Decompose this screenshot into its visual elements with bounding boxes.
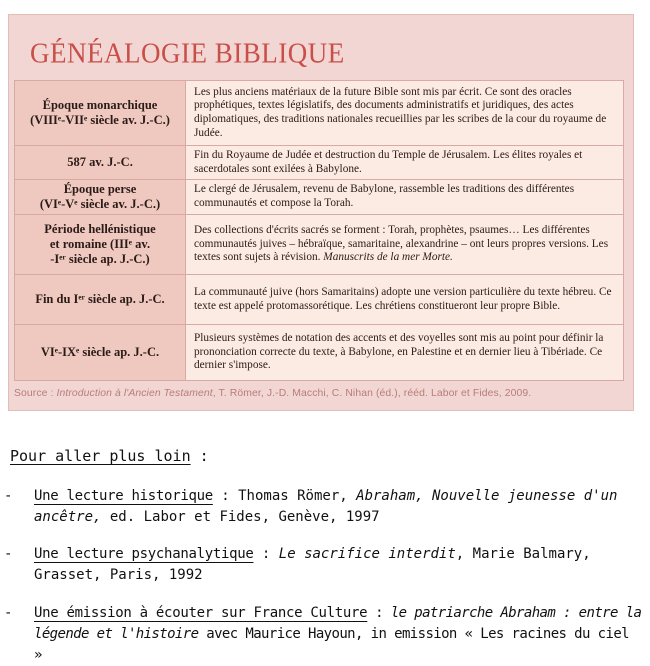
table-row [15,215,624,275]
genealogy-table [14,80,624,381]
heading-text: Pour aller plus loin [10,447,191,465]
description-cell: Plusieurs systèmes de notation des accents et des voyelles sont mis au point pour définir la prononciation correcte du texte, à Babylone, en Palestine et en dernier lieu à Tibériade. Ce dernier s'impose. [186,325,624,381]
era-line: et romaine (IIIᵉ av. [49,237,151,251]
source-rest: , T. Römer, J.-D. Macchi, C. Nihan (éd.), rééd. Labor et Fides, 2009. [212,388,532,399]
list-item-body [34,486,644,528]
item-label: Une lecture psychanalytique [34,546,254,562]
description-cell: Les plus anciens matériaux de la future Bible sont mis par écrit. Ce sont des oracles prophétiques, textes législatifs, des documents administratifs et juridiques, des actes diplomatiques, des traditions nationales recueillies par les scribes de la cour du royaume de Judée. [186,81,624,146]
table-row [15,180,624,215]
list-dash: - [4,488,13,504]
era-line: Fin du Iᵉʳ siècle ap. J.-C. [35,292,165,306]
heading-suffix: : [190,447,209,465]
item-label: Une émission à écouter sur France Culture [34,605,368,621]
item-details: avec Maurice Hayoun, in emission « Les racines du ciel » [34,626,629,663]
era-line: Époque monarchique [42,98,158,112]
era-cell [15,215,186,275]
item-details: , Marie Balmary, Grasset, Paris, 1992 [34,546,591,583]
list-item [4,544,644,586]
item-title: Le sacrifice interdit [278,546,456,562]
list-item [4,486,644,528]
source-prefix: Source : [14,388,57,399]
table-row [15,275,624,325]
description-cell: Fin du Royaume de Judée et destruction du Temple de Jérusalem. Les élites royales et sacerdotales sont exilées à Babylone. [186,146,624,180]
item-separator: : Thomas Römer, [212,488,357,504]
source-citation [14,388,624,399]
item-title: Abraham, Nouvelle jeunesse d'un ancêtre, [34,488,618,525]
era-cell [15,275,186,325]
list-item-body [34,544,644,586]
era-cell [15,180,186,215]
table-row [15,325,624,381]
era-line: VIᵉ-IXᵉ siècle ap. J.-C. [40,345,160,359]
era-cell [15,325,186,381]
table-row [15,81,624,146]
era-line: Période hellénistique [44,222,156,236]
era-cell [15,81,186,146]
description-text: Des collections d'écrits sacrés se forment : Torah, prophètes, psaumes… Les différentes communautés juives – hébraïque, samaritaine, alexandrine – ont leurs propres versions. Les textes sont sujets à révision. [194,223,609,264]
description-italic: Manuscrits de la mer Morte. [323,251,453,264]
further-reading-heading [10,447,209,465]
list-dash: - [4,546,13,562]
list-item-body [34,603,644,666]
era-line: 587 av. J.-C. [67,155,133,169]
item-title: le patriarche Abraham : entre la légende et l'histoire [34,605,642,642]
item-details: ed. Labor et Fides, Genève, 1997 [101,509,380,525]
item-label: Une lecture historique [34,488,213,504]
era-line: (VIᵉ-Vᵉ siècle av. J.-C.) [39,197,161,211]
era-line: (VIIIᵉ-VIIᵉ siècle av. J.-C.) [30,113,170,127]
item-separator: : [367,605,391,621]
source-work: Introduction à l'Ancien Testament [56,388,213,399]
era-line: Époque perse [63,182,137,196]
era-cell [15,146,186,180]
table-row [15,146,624,180]
page-title: GÉNÉALOGIE BIBLIQUE [30,37,345,69]
description-cell: La communauté juive (hors Samaritains) adopte une version particulière du texte hébreu. Ce texte est appelé protomassorétique. Les chrétiens constitueront leur propre Bible. [186,275,624,325]
description-cell: Le clergé de Jérusalem, revenu de Babylone, rassemble les traditions des différentes communautés et compose la Torah. [186,180,624,215]
list-item [4,603,644,666]
list-dash: - [4,605,12,621]
item-separator: : [253,546,279,562]
era-line: -Iᵉʳ siècle ap. J.-C.) [50,252,150,266]
description-cell [186,215,624,275]
